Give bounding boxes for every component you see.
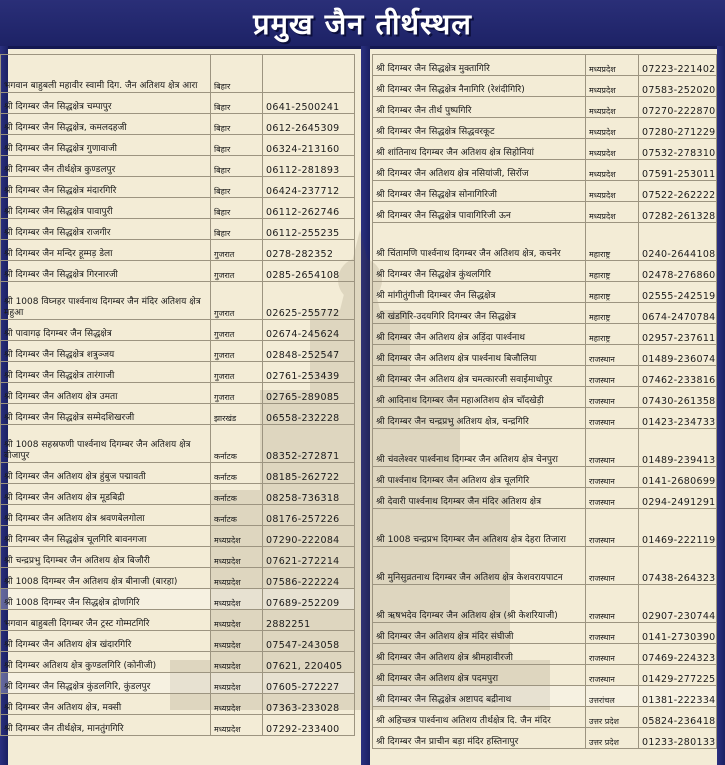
phone-cell: 08352-272871 — [263, 425, 355, 463]
tirth-name-cell: श्री दिगम्बर जैन सिद्धक्षेत्र कुंडलगिरि, कुंडलपुर — [1, 673, 211, 694]
table-row — [373, 366, 717, 387]
table-row — [373, 118, 717, 139]
tirth-name-cell: श्री दिगम्बर जैन अतिशय क्षेत्र, मक्सी — [1, 694, 211, 715]
state-cell: बिहार — [211, 55, 263, 93]
tirth-name-cell: श्री दिगम्बर जैन सिद्धक्षेत्र चम्पापुर — [1, 93, 211, 114]
table-row — [373, 488, 717, 509]
table-row — [1, 114, 355, 135]
phone-cell: 02674-245624 — [263, 320, 355, 341]
state-cell: मध्यप्रदेश — [211, 673, 263, 694]
phone-cell: 07280-271229 — [639, 118, 717, 139]
state-cell: झारखंड — [211, 404, 263, 425]
state-cell: बिहार — [211, 198, 263, 219]
tirth-name-cell: श्री दिगम्बर जैन तीर्थ पुष्पगिरि — [373, 97, 586, 118]
table-row — [1, 673, 355, 694]
state-cell: मध्यप्रदेश — [211, 631, 263, 652]
table-row — [373, 282, 717, 303]
state-cell: मध्यप्रदेश — [586, 97, 639, 118]
tirth-name-cell: श्री दिगम्बर जैन अतिशय क्षेत्र उमता — [1, 383, 211, 404]
table-row — [373, 97, 717, 118]
phone-cell: 01429-277225 — [639, 665, 717, 686]
table-row — [1, 362, 355, 383]
tirth-name-cell: श्री मुनिसुव्रतनाथ दिगम्बर जैन अतिशय क्षेत्र केशवरायपाटन — [373, 547, 586, 585]
state-cell: राजस्थान — [586, 429, 639, 467]
table-row — [373, 728, 717, 749]
state-cell: गुजरात — [211, 362, 263, 383]
table-row — [1, 55, 355, 93]
tirth-name-cell: श्री दिगम्बर जैन सिद्धक्षेत्र नैनागिरि (रेशंदीगिरि) — [373, 76, 586, 97]
tirth-name-cell: श्री आदिनाथ दिगम्बर जैन महाअतिशय क्षेत्र चाँदखेड़ी — [373, 387, 586, 408]
tirth-name-cell: श्री दिगम्बर जैन सिद्धक्षेत्र सोनागिरिजी — [373, 181, 586, 202]
state-cell: राजस्थान — [586, 366, 639, 387]
state-cell: बिहार — [211, 114, 263, 135]
state-cell: मध्यप्रदेश — [211, 715, 263, 736]
state-cell: मध्यप्रदेश — [586, 202, 639, 223]
table-row — [1, 484, 355, 505]
state-cell: राजस्थान — [586, 387, 639, 408]
table-row — [1, 240, 355, 261]
state-cell: राजस्थान — [586, 345, 639, 366]
phone-cell: 0285-2654108 — [263, 261, 355, 282]
table-row — [373, 467, 717, 488]
table-row — [373, 181, 717, 202]
table-row — [373, 585, 717, 623]
table-row — [1, 383, 355, 404]
phone-cell: 01233-280133 — [639, 728, 717, 749]
tirth-name-cell: श्री दिगम्बर जैन मन्दिर हूम्मड़ डेला — [1, 240, 211, 261]
phone-cell: 2882251 — [263, 610, 355, 631]
phone-cell: 07621-272214 — [263, 547, 355, 568]
header-banner — [0, 0, 725, 49]
tirth-name-cell: श्री दिगम्बर जैन सिद्धक्षेत्र गिरनारजी — [1, 261, 211, 282]
table-row — [1, 631, 355, 652]
table-row — [373, 665, 717, 686]
state-cell: मध्यप्रदेश — [211, 589, 263, 610]
tirth-name-cell: श्री दिगम्बर जैन सिद्धक्षेत्र अष्टापद बद्रीनाथ — [373, 686, 586, 707]
state-cell: गुजरात — [211, 341, 263, 362]
phone-cell: 01489-239413 — [639, 429, 717, 467]
phone-cell: 06324-213160 — [263, 135, 355, 156]
phone-cell: 07462-233816 — [639, 366, 717, 387]
table-row — [373, 324, 717, 345]
phone-cell: 06112-281893 — [263, 156, 355, 177]
state-cell: गुजरात — [211, 261, 263, 282]
right-border-band — [717, 46, 725, 765]
phone-cell: 0141-2680699 — [639, 467, 717, 488]
tirth-name-cell: श्री दिगम्बर जैन अतिशय क्षेत्र खंदारगिरि — [1, 631, 211, 652]
state-cell: मध्यप्रदेश — [211, 568, 263, 589]
tirth-name-cell: श्री दिगम्बर जैन अतिशय क्षेत्र पार्श्वनाथ बिजौलिया — [373, 345, 586, 366]
table-row — [373, 223, 717, 261]
state-cell: मध्यप्रदेश — [586, 139, 639, 160]
left-tirth-table — [0, 54, 355, 736]
table-row — [373, 303, 717, 324]
phone-cell: 0240-2644108 — [639, 223, 717, 261]
state-cell: मध्यप्रदेश — [586, 160, 639, 181]
tirth-name-cell: श्री दिगम्बर जैन सिद्धक्षेत्र तारंगाजी — [1, 362, 211, 383]
state-cell: मध्यप्रदेश — [586, 55, 639, 76]
table-row — [373, 139, 717, 160]
table-row — [373, 509, 717, 547]
state-cell: बिहार — [211, 219, 263, 240]
tirth-name-cell: भगवान बाहुबली दिगम्बर जैन ट्रस्ट गोम्मटगिरि — [1, 610, 211, 631]
state-cell: मध्यप्रदेश — [211, 526, 263, 547]
tirth-name-cell: श्री अहिच्छत्र पार्श्वनाथ अतिशय तीर्थक्षेत्र दि. जैन मंदिर — [373, 707, 586, 728]
tirth-name-cell: श्री दिगम्बर जैन सिद्धक्षेत्र सिद्धवरकूट — [373, 118, 586, 139]
state-cell: राजस्थान — [586, 585, 639, 623]
tirth-name-cell: श्री चन्द्रप्रभु दिगम्बर जैन अतिशय क्षेत्र बिजौरी — [1, 547, 211, 568]
table-row — [373, 686, 717, 707]
tirth-name-cell: श्री दिगम्बर जैन तीर्थक्षेत्र कुण्डलपुर — [1, 156, 211, 177]
table-row — [373, 345, 717, 366]
state-cell: मध्यप्रदेश — [586, 181, 639, 202]
phone-cell: 06424-237712 — [263, 177, 355, 198]
tirth-name-cell: श्री दिगम्बर जैन तीर्थक्षेत्र, मानतुंगगिरि — [1, 715, 211, 736]
state-cell: राजस्थान — [586, 488, 639, 509]
tirth-name-cell: श्री दिगम्बर जैन सिद्धक्षेत्र राजगीर — [1, 219, 211, 240]
tirth-name-cell: श्री चिंतामणि पार्श्वनाथ दिगम्बर जैन अतिशय क्षेत्र, कचनेर — [373, 223, 586, 261]
phone-cell: 07282-261328 — [639, 202, 717, 223]
state-cell: महाराष्ट्र — [586, 261, 639, 282]
table-row — [373, 76, 717, 97]
phone-cell: 08185-262722 — [263, 463, 355, 484]
tirth-name-cell: श्री दिगम्बर जैन सिद्धक्षेत्र सम्मेदशिखरजी — [1, 404, 211, 425]
phone-cell: 02625-255772 — [263, 282, 355, 320]
tirth-name-cell: श्री 1008 दिगम्बर जैन अतिशय क्षेत्र बीनाजी (बारहा) — [1, 568, 211, 589]
state-cell: कर्नाटक — [211, 425, 263, 463]
tirth-name-cell: श्री दिगम्बर जैन सिद्धक्षेत्र गुणावाजी — [1, 135, 211, 156]
state-cell: मध्यप्रदेश — [211, 652, 263, 673]
table-row — [1, 261, 355, 282]
phone-cell: 07583-252020 — [639, 76, 717, 97]
table-row — [1, 463, 355, 484]
phone-cell: 02765-289085 — [263, 383, 355, 404]
table-row — [373, 623, 717, 644]
phone-cell: 0612-2645309 — [263, 114, 355, 135]
tirth-name-cell: श्री दिगम्बर जैन अतिशय क्षेत्र श्रवणबेलगोला — [1, 505, 211, 526]
table-row — [1, 568, 355, 589]
tirth-name-cell: श्री दिगम्बर जैन अतिशय क्षेत्र मंदिर संघीजी — [373, 623, 586, 644]
state-cell: महाराष्ट्र — [586, 324, 639, 345]
table-row — [373, 261, 717, 282]
phone-cell: 02848-252547 — [263, 341, 355, 362]
table-row — [1, 547, 355, 568]
table-row — [1, 282, 355, 320]
table-row — [373, 387, 717, 408]
table-row — [373, 202, 717, 223]
table-row — [1, 610, 355, 631]
right-column — [372, 54, 717, 749]
state-cell: बिहार — [211, 156, 263, 177]
phone-cell: 01423-234733 — [639, 408, 717, 429]
state-cell: महाराष्ट्र — [586, 223, 639, 261]
left-column — [0, 54, 355, 736]
table-row — [1, 652, 355, 673]
table-row — [1, 425, 355, 463]
state-cell: राजस्थान — [586, 408, 639, 429]
page-title: प्रमुख जैन तीर्थस्थल — [253, 6, 472, 41]
table-row — [1, 404, 355, 425]
phone-cell: 05824-236418 — [639, 707, 717, 728]
tirth-name-cell: श्री दिगम्बर जैन सिद्धक्षेत्र शत्रुञ्जय — [1, 341, 211, 362]
tirth-name-cell: श्री ऋषभदेव दिगम्बर जैन अतिशय क्षेत्र (श्री केशरियाजी) — [373, 585, 586, 623]
tirth-name-cell: श्री दिगम्बर जैन सिद्धक्षेत्र कुंथलगिरि — [373, 261, 586, 282]
table-row — [1, 219, 355, 240]
phone-cell — [263, 55, 355, 93]
phone-cell: 07430-261358 — [639, 387, 717, 408]
phone-cell: 08258-736318 — [263, 484, 355, 505]
state-cell: मध्यप्रदेश — [211, 610, 263, 631]
phone-cell: 0641-2500241 — [263, 93, 355, 114]
phone-cell: 0294-2491291 — [639, 488, 717, 509]
tirth-name-cell: श्री देवारी पार्श्वनाथ दिगम्बर जैन मंदिर अतिशय क्षेत्र — [373, 488, 586, 509]
state-cell: गुजरात — [211, 383, 263, 404]
tirth-name-cell: श्री दिगम्बर जैन अतिशय क्षेत्र अड़िंदा पार्श्वनाथ — [373, 324, 586, 345]
phone-cell: 07605-272227 — [263, 673, 355, 694]
phone-cell: 07591-253011 — [639, 160, 717, 181]
phone-cell: 06558-232228 — [263, 404, 355, 425]
state-cell: मध्यप्रदेश — [586, 118, 639, 139]
state-cell: बिहार — [211, 93, 263, 114]
phone-cell: 07621, 220405 — [263, 652, 355, 673]
state-cell: कर्नाटक — [211, 484, 263, 505]
state-cell: महाराष्ट्र — [586, 282, 639, 303]
tirth-name-cell: श्री शांतिनाथ दिगम्बर जैन अतिशय क्षेत्र सिहोनियां — [373, 139, 586, 160]
state-cell: मध्यप्रदेश — [211, 694, 263, 715]
phone-cell: 06112-255235 — [263, 219, 355, 240]
tirth-name-cell: श्री दिगम्बर जैन सिद्धक्षेत्र पावापुरी — [1, 198, 211, 219]
table-row — [1, 715, 355, 736]
state-cell: राजस्थान — [586, 623, 639, 644]
phone-cell: 02478-276860 — [639, 261, 717, 282]
phone-cell: 07689-252209 — [263, 589, 355, 610]
table-row — [373, 55, 717, 76]
tirth-name-cell: श्री 1008 सहस्रफणी पार्श्वनाथ दिगम्बर जैन अतिशय क्षेत्र बीजापुर — [1, 425, 211, 463]
phone-cell: 02957-237611 — [639, 324, 717, 345]
state-cell: राजस्थान — [586, 665, 639, 686]
state-cell: बिहार — [211, 135, 263, 156]
tirth-name-cell: श्री मांगीतुंगीजी दिगम्बर जैन सिद्धक्षेत्र — [373, 282, 586, 303]
table-row — [1, 341, 355, 362]
phone-cell: 07469-224323 — [639, 644, 717, 665]
tirth-name-cell: श्री दिगम्बर जैन सिद्धक्षेत्र चूलगिरि बावनगजा — [1, 526, 211, 547]
table-row — [1, 526, 355, 547]
state-cell: उत्तरांचल — [586, 686, 639, 707]
table-row — [1, 505, 355, 526]
tirth-name-cell: श्री चंवलेश्वर पार्श्वनाथ दिगम्बर जैन अतिशय क्षेत्र चेनपुरा — [373, 429, 586, 467]
phone-cell: 0141-2730390 — [639, 623, 717, 644]
state-cell: कर्नाटक — [211, 505, 263, 526]
state-cell: गुजरात — [211, 282, 263, 320]
phone-cell: 0278-282352 — [263, 240, 355, 261]
state-cell: महाराष्ट्र — [586, 303, 639, 324]
state-cell: राजस्थान — [586, 509, 639, 547]
center-divider-band — [361, 46, 370, 765]
tirth-name-cell: श्री दिगम्बर जैन सिद्धक्षेत्र, कमलदहजी — [1, 114, 211, 135]
table-row — [1, 93, 355, 114]
tirth-name-cell: भगवान बाहुबली महावीर स्वामी दिग. जैन अतिशय क्षेत्र आरा — [1, 55, 211, 93]
tirth-name-cell: श्री दिगम्बर जैन अतिशय क्षेत्र हुंबुज पद्मावती — [1, 463, 211, 484]
table-row — [1, 320, 355, 341]
phone-cell: 07586-222224 — [263, 568, 355, 589]
tirth-name-cell: श्री दिगम्बर जैन अतिशय क्षेत्र नसियांजी, सिरोंज — [373, 160, 586, 181]
state-cell: उत्तर प्रदेश — [586, 728, 639, 749]
phone-cell: 02761-253439 — [263, 362, 355, 383]
phone-cell: 07363-233028 — [263, 694, 355, 715]
state-cell: गुजरात — [211, 320, 263, 341]
state-cell: राजस्थान — [586, 547, 639, 585]
tirth-name-cell: श्री दिगम्बर जैन अतिशय क्षेत्र पदमपुरा — [373, 665, 586, 686]
tirth-name-cell: श्री 1008 दिगम्बर जैन सिद्धक्षेत्र द्रोणगिरि — [1, 589, 211, 610]
table-row — [1, 135, 355, 156]
tirth-name-cell: श्री दिगम्बर जैन अतिशय क्षेत्र चमत्कारजी सवाईमाधोपुर — [373, 366, 586, 387]
state-cell: मध्यप्रदेश — [586, 76, 639, 97]
tirth-name-cell: श्री पावागढ़ दिगम्बर जैन सिद्धक्षेत्र — [1, 320, 211, 341]
phone-cell: 0674-2470784 — [639, 303, 717, 324]
phone-cell: 08176-257226 — [263, 505, 355, 526]
phone-cell: 07522-262222 — [639, 181, 717, 202]
table-row — [1, 156, 355, 177]
state-cell: मध्यप्रदेश — [211, 547, 263, 568]
tirth-name-cell: श्री खंडगिरि-उदयगिरि दिगम्बर जैन सिद्धक्षेत्र — [373, 303, 586, 324]
tirth-name-cell: श्री दिगम्बर जैन प्राचीन बड़ा मंदिर हस्तिनापुर — [373, 728, 586, 749]
tirth-name-cell: श्री 1008 चन्द्रप्रभ दिगम्बर जैन अतिशय क्षेत्र देहरा तिजारा — [373, 509, 586, 547]
tirth-name-cell: श्री 1008 विघ्नहर पार्श्वनाथ दिगम्बर जैन मंदिर अतिशय क्षेत्र महुआ — [1, 282, 211, 320]
state-cell: बिहार — [211, 177, 263, 198]
tirth-name-cell: श्री दिगम्बर जैन अतिशय क्षेत्र श्रीमहावीरजी — [373, 644, 586, 665]
phone-cell: 07290-222084 — [263, 526, 355, 547]
table-row — [373, 160, 717, 181]
phone-cell: 07532-278310 — [639, 139, 717, 160]
tirth-name-cell: श्री दिगम्बर जैन सिद्धक्षेत्र मंदारगिरि — [1, 177, 211, 198]
phone-cell: 01469-222119 — [639, 509, 717, 547]
phone-cell: 02907-230744 — [639, 585, 717, 623]
state-cell: गुजरात — [211, 240, 263, 261]
tirth-name-cell: श्री दिगम्बर अतिशय क्षेत्र कुण्डलगिरि (कोनीजी) — [1, 652, 211, 673]
tirth-name-cell: श्री दिगम्बर जैन चन्द्रप्रभु अतिशय क्षेत्र, चन्द्रगिरि — [373, 408, 586, 429]
phone-cell: 01381-222334 — [639, 686, 717, 707]
table-row — [373, 644, 717, 665]
table-row — [1, 198, 355, 219]
table-row — [1, 589, 355, 610]
table-row — [373, 408, 717, 429]
right-tirth-table — [372, 54, 717, 749]
phone-cell: 07547-243058 — [263, 631, 355, 652]
tirth-name-cell: श्री दिगम्बर जैन अतिशय क्षेत्र मूडबिद्री — [1, 484, 211, 505]
phone-cell: 06112-262746 — [263, 198, 355, 219]
phone-cell: 07438-264323 — [639, 547, 717, 585]
phone-cell: 07270-222870 — [639, 97, 717, 118]
table-row — [373, 707, 717, 728]
state-cell: उत्तर प्रदेश — [586, 707, 639, 728]
table-row — [1, 694, 355, 715]
phone-cell: 02555-242519 — [639, 282, 717, 303]
tirth-name-cell: श्री पार्श्वनाथ दिगम्बर जैन अतिशय क्षेत्र चूलगिरि — [373, 467, 586, 488]
table-row — [1, 177, 355, 198]
table-row — [373, 429, 717, 467]
table-row — [373, 547, 717, 585]
phone-cell: 07223-221402 — [639, 55, 717, 76]
state-cell: राजस्थान — [586, 644, 639, 665]
phone-cell: 07292-233400 — [263, 715, 355, 736]
phone-cell: 01489-236074 — [639, 345, 717, 366]
state-cell: कर्नाटक — [211, 463, 263, 484]
tirth-name-cell: श्री दिगम्बर जैन सिद्धक्षेत्र मुक्तागिरि — [373, 55, 586, 76]
state-cell: राजस्थान — [586, 467, 639, 488]
tirth-name-cell: श्री दिगम्बर जैन सिद्धक्षेत्र पावागिरिजी ऊन — [373, 202, 586, 223]
